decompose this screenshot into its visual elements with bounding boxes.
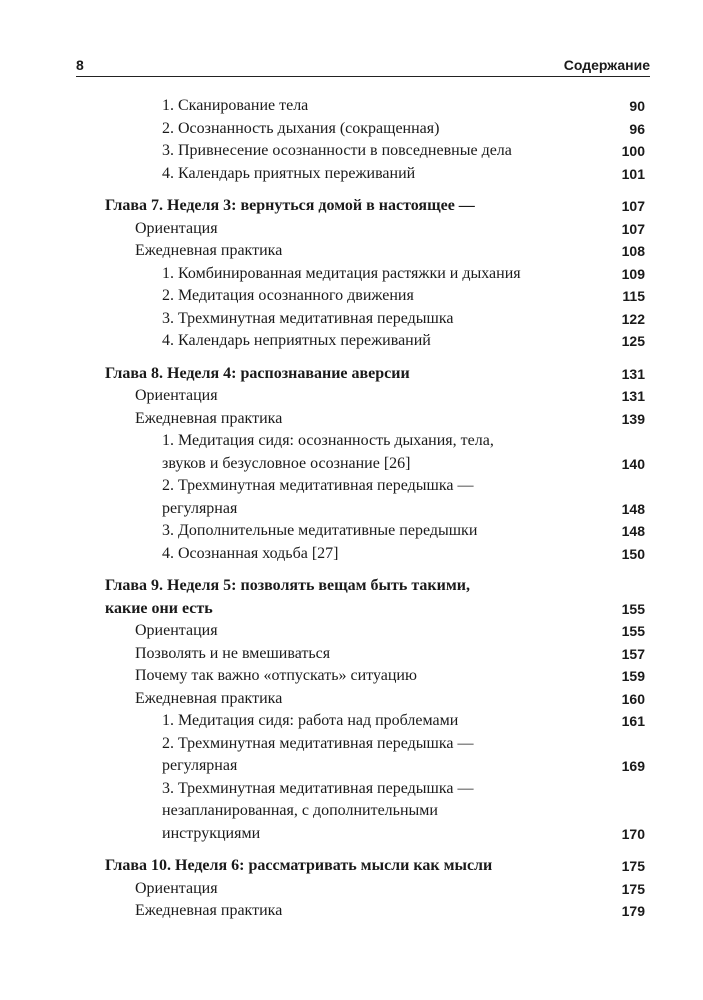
toc-page-number: 139 xyxy=(621,410,645,427)
toc-page-number: 90 xyxy=(629,98,645,114)
toc-page-number: 148 xyxy=(621,523,645,539)
toc-entry-title: 3. Трехминутная медитативная передышка xyxy=(162,309,454,327)
toc-page-number: 160 xyxy=(621,690,645,707)
toc-entry-title: Глава 7. Неделя 3: вернуться домой в настоящее — xyxy=(105,197,475,214)
toc-page-number: 169 xyxy=(621,758,645,774)
toc-subsection xyxy=(0,95,645,118)
toc-page-number: 155 xyxy=(621,623,645,639)
toc-entry-title: 3. Дополнительные медитативные передышки xyxy=(162,522,478,539)
toc-entry-title: 4. Осознанная ходьба [27] xyxy=(162,544,339,562)
toc-entry-title: 1. Медитация сидя: работа над проблемами xyxy=(162,712,459,729)
toc-page-number: 155 xyxy=(621,600,645,617)
toc-page-number: 157 xyxy=(621,645,645,662)
toc-section xyxy=(0,240,645,263)
toc-page-number: 122 xyxy=(621,310,645,327)
toc-page-number: 161 xyxy=(621,713,645,729)
toc-subsection xyxy=(0,140,645,163)
toc-chapter xyxy=(0,855,645,878)
toc-entry-title: 4. Календарь неприятных переживаний xyxy=(162,332,431,349)
toc-section xyxy=(0,385,645,408)
toc-chapter xyxy=(0,575,645,620)
toc-entry-title: Ежедневная практика xyxy=(135,409,283,427)
toc-entry-title: 2. Трехминутная медитативная передышка — xyxy=(162,477,474,494)
toc-subsection xyxy=(0,118,645,141)
toc-entry-title: звуков и безусловное осознание [26] xyxy=(162,454,411,472)
toc-page-number: 175 xyxy=(621,880,645,897)
toc-chapter xyxy=(0,195,645,218)
toc-page-number: 100 xyxy=(621,143,645,159)
toc-subsection xyxy=(0,285,645,308)
toc-subsection xyxy=(0,543,645,566)
page-number: 8 xyxy=(76,57,84,73)
toc-subsection xyxy=(0,330,645,353)
toc-page-number: 108 xyxy=(621,243,645,259)
toc-entry-title: 4. Календарь приятных переживаний xyxy=(162,164,416,182)
toc-page-number: 107 xyxy=(621,220,645,237)
toc-subsection xyxy=(0,520,645,543)
toc-entry-title: Почему так важно «отпускать» ситуацию xyxy=(135,667,417,684)
toc-section xyxy=(0,408,645,431)
toc-page-number: 150 xyxy=(621,545,645,562)
toc-subsection xyxy=(0,475,645,520)
toc-page-number: 101 xyxy=(621,165,645,182)
toc-page-number: 131 xyxy=(621,365,645,382)
toc-entry-title: 3. Привнесение осознанности в повседневные дела xyxy=(162,142,512,159)
toc-entry-title: 2. Трехминутная медитативная передышка — xyxy=(162,734,474,752)
toc-section xyxy=(0,900,645,923)
toc-entry-title: Ориентация xyxy=(135,879,218,897)
toc-section xyxy=(0,878,645,901)
toc-entry-title: 1. Медитация сидя: осознанность дыхания, тела, xyxy=(162,432,494,449)
toc-entry-title: незапланированная, с дополнительными xyxy=(162,802,438,819)
toc-section xyxy=(0,218,645,241)
toc-page-number: 107 xyxy=(621,198,645,214)
toc-entry-title: 2. Осознанность дыхания (сокращенная) xyxy=(162,119,440,137)
toc-entry-title: регулярная xyxy=(162,499,238,517)
toc-subsection xyxy=(0,430,645,475)
toc-entry-title: Ежедневная практика xyxy=(135,689,283,707)
toc-page-number: 170 xyxy=(621,825,645,842)
toc-entry-title: Глава 10. Неделя 6: рассматривать мысли как мысли xyxy=(105,857,493,874)
toc-entry-title: регулярная xyxy=(162,757,238,774)
toc-entry-title: инструкциями xyxy=(162,824,261,842)
toc-section xyxy=(0,620,645,643)
toc-entry-title: Ориентация xyxy=(135,219,218,237)
toc-entry-title: 1. Сканирование тела xyxy=(162,97,309,114)
toc-page-number: 115 xyxy=(622,288,645,304)
toc-page-number: 179 xyxy=(621,903,645,919)
section-title: Содержание xyxy=(563,57,650,73)
toc-page-number: 159 xyxy=(621,668,645,684)
toc-subsection xyxy=(0,778,645,846)
toc-subsection xyxy=(0,263,645,286)
toc-subsection xyxy=(0,733,645,778)
toc-chapter xyxy=(0,363,645,386)
toc-entry-title: 2. Медитация осознанного движения xyxy=(162,287,414,304)
toc-page-number: 140 xyxy=(621,455,645,472)
toc-subsection xyxy=(0,710,645,733)
toc-subsection xyxy=(0,163,645,186)
toc-entry-title: Ежедневная практика xyxy=(135,242,283,259)
toc-entry-title: Глава 9. Неделя 5: позволять вещам быть такими, xyxy=(105,577,470,594)
toc-section xyxy=(0,665,645,688)
toc-entry-title: Ориентация xyxy=(135,622,218,639)
toc-page-number: 175 xyxy=(621,858,645,874)
toc-entry-title: Позволять и не вмешиваться xyxy=(135,644,331,662)
toc-entry-title: 3. Трехминутная медитативная передышка — xyxy=(162,779,474,797)
toc-page-number: 96 xyxy=(629,120,645,137)
toc-page-number: 125 xyxy=(621,333,645,349)
toc-page-number: 148 xyxy=(621,500,645,517)
toc-page-number: 109 xyxy=(621,265,645,282)
toc-entry-title: Глава 8. Неделя 4: распознавание аверсии xyxy=(105,364,410,382)
toc-section xyxy=(0,643,645,666)
toc-entry-title: 1. Комбинированная медитация растяжки и дыхания xyxy=(162,264,521,282)
toc-section xyxy=(0,688,645,711)
running-header xyxy=(76,56,650,77)
toc-entry-title: Ориентация xyxy=(135,387,218,404)
toc-entry-title: Ежедневная практика xyxy=(135,902,283,919)
toc-entry-title: какие они есть xyxy=(105,599,213,617)
toc-subsection xyxy=(0,308,645,331)
toc-page-number: 131 xyxy=(621,388,645,404)
